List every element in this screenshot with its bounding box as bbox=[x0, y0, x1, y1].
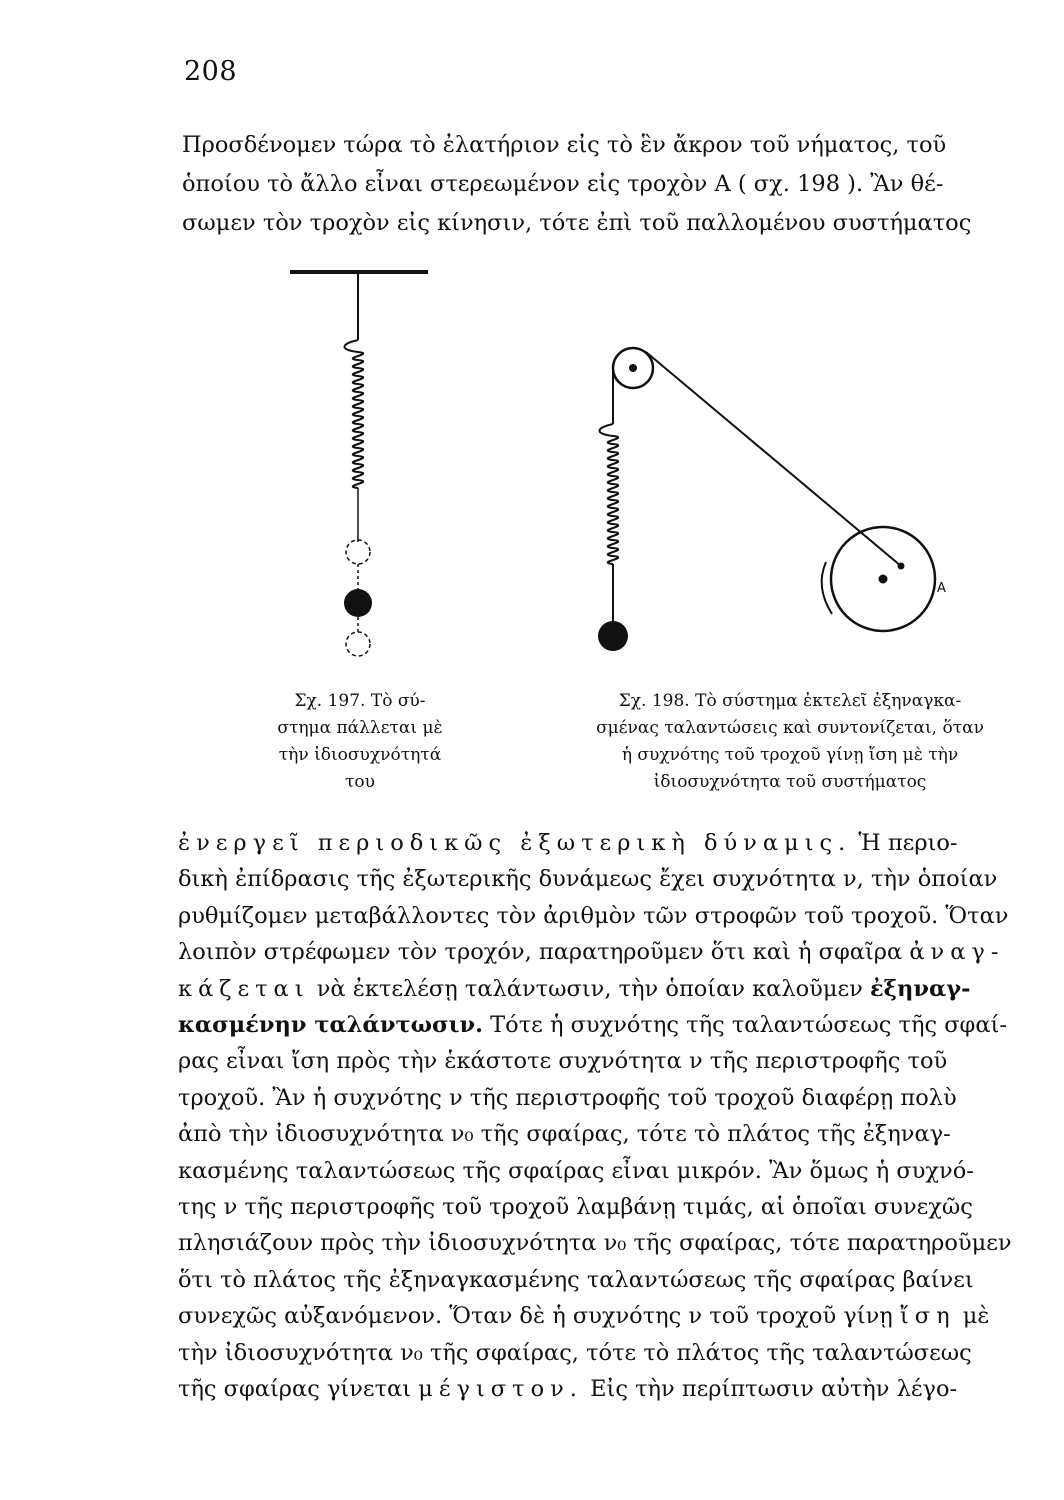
caption-line: τὴν ἰδιοσυχνότητά bbox=[278, 745, 442, 765]
figures-illustration bbox=[240, 262, 1000, 682]
caption-line: ἰδιοσυχνότητα τοῦ συστήματος bbox=[653, 772, 927, 792]
text-run: Τότε ἡ συχνότης τῆς ταλαντώσεως τῆς σφαί- bbox=[482, 1012, 1007, 1039]
belt-line-lower bbox=[653, 368, 890, 575]
body-line: τροχοῦ. Ἂν ἡ συχνότης ν τῆς περιστροφῆς τοῦ τροχοῦ διαφέρῃ πολὺ bbox=[178, 1084, 957, 1111]
body-line bbox=[178, 934, 1018, 970]
text-run: λοιπὸν στρέφωμεν τὸν τροχόν, παρατηροῦμεν ὅτι καὶ ἡ σφαῖρα bbox=[178, 939, 910, 966]
rotation-arrow bbox=[822, 562, 832, 614]
caption-line: Σχ. 198. Τὸ σύστημα ἐκτελεῖ ἐξηναγκα- bbox=[618, 691, 962, 711]
spaced-phrase: μέγιστον. bbox=[418, 1376, 583, 1403]
page-number: 208 bbox=[184, 56, 238, 87]
body-line: ρυθμίζομεν μεταβάλλοντες τὸν ἀριθμὸν τῶν στροφῶν τοῦ τροχοῦ. Ὅταν bbox=[178, 902, 1009, 929]
body-paragraph bbox=[178, 825, 1018, 1408]
body-line: τὴν ἰδιοσυχνότητα ν₀ τῆς σφαίρας, τότε τὸ πλάτος τῆς ταλαντώσεως bbox=[178, 1339, 972, 1366]
intro-paragraph bbox=[182, 126, 1018, 243]
ball-198 bbox=[598, 621, 628, 651]
wheel-axle bbox=[879, 575, 888, 584]
text-run: μὲ bbox=[955, 1303, 990, 1330]
belt-line bbox=[646, 352, 901, 566]
spaced-phrase: ἴση bbox=[899, 1303, 956, 1330]
bold-term: ἐξηναγ- bbox=[869, 975, 971, 1002]
caption-fig-197 bbox=[250, 688, 470, 796]
body-line bbox=[178, 971, 1018, 1007]
caption-line: του bbox=[345, 772, 375, 792]
spring-coil bbox=[345, 340, 364, 488]
wheel-label: A bbox=[937, 581, 946, 596]
text-run: τῆς σφαίρας γίνεται bbox=[178, 1376, 419, 1403]
caption-line: ἡ συχνότης τοῦ τροχοῦ γίνῃ ἴση μὲ τὴν bbox=[621, 745, 959, 765]
bold-term: κασμένην ταλάντωσιν. bbox=[178, 1012, 483, 1039]
text-run: Εἰς τὴν περίπτωσιν αὐτὴν λέγο- bbox=[582, 1376, 958, 1403]
body-line bbox=[178, 825, 1018, 861]
body-line bbox=[178, 1298, 1018, 1334]
text-run: συνεχῶς αὐξανόμενον. Ὅταν δὲ ἡ συχνότης ν τοῦ τροχοῦ γίνῃ bbox=[178, 1303, 900, 1330]
intro-line: ὁποίου τὸ ἄλλο εἶναι στερεωμένον εἰς τροχὸν Α ( σχ. 198 ). Ἂν θέ- bbox=[182, 171, 944, 197]
body-line: ρας εἶναι ἴση πρὸς τὴν ἑκάστοτε συχνότητα ν τῆς περιστροφῆς τοῦ bbox=[178, 1048, 948, 1075]
caption-line: σμένας ταλαντώσεις καὶ συντονίζεται, ὅταν bbox=[596, 718, 984, 738]
ghost-ball-lower bbox=[346, 632, 370, 656]
belt-anchor bbox=[898, 563, 905, 570]
body-line: πλησιάζουν πρὸς τὴν ἰδιοσυχνότητα ν₀ τῆς σφαίρας, τότε παρατηροῦμεν bbox=[178, 1230, 1012, 1257]
body-line: δικὴ ἐπίδρασις τῆς ἐξωτερικῆς δυνάμεως ἔχει συχνότητα ν, τὴν ὁποίαν bbox=[178, 866, 998, 893]
figure-197-pendulum bbox=[290, 272, 428, 656]
caption-line: στημα πάλλεται μὲ bbox=[277, 718, 443, 738]
pendulum-ball bbox=[344, 589, 372, 617]
caption-fig-198 bbox=[560, 688, 1020, 796]
body-line: ἀπὸ τὴν ἰδιοσυχνότητα ν₀ τῆς σφαίρας, τότε τὸ πλάτος τῆς ἐξηναγ- bbox=[178, 1121, 951, 1148]
spring-coil-198 bbox=[600, 424, 619, 564]
spaced-phrase: κάζεται bbox=[178, 975, 310, 1002]
body-line: ὅτι τὸ πλάτος τῆς ἐξηναγκασμένης ταλαντώσεως τῆς σφαίρας βαίνει bbox=[178, 1266, 974, 1293]
body-line bbox=[178, 1007, 1018, 1043]
pulley-axle bbox=[629, 364, 637, 372]
spaced-phrase: ἀναγ- bbox=[909, 939, 1005, 966]
intro-line: σωμεν τὸν τροχὸν εἰς κίνησιν, τότε ἐπὶ τοῦ παλλομένου συστήματος bbox=[182, 210, 972, 236]
body-line: της ν τῆς περιστροφῆς τοῦ τροχοῦ λαμβάνῃ τιμάς, αἱ ὁποῖαι συνεχῶς bbox=[178, 1194, 973, 1221]
caption-line: Σχ. 197. Τὸ σύ- bbox=[294, 691, 426, 711]
text-run: νὰ ἐκτελέσῃ ταλάντωσιν, τὴν ὁποίαν καλοῦμεν bbox=[309, 975, 870, 1002]
body-line: κασμένης ταλαντώσεως τῆς σφαίρας εἶναι μικρόν. Ἂν ὅμως ἡ συχνό- bbox=[178, 1157, 974, 1184]
text-run: Ἡ περιο- bbox=[851, 830, 958, 856]
body-line bbox=[178, 1371, 1018, 1407]
ghost-ball-upper bbox=[346, 540, 370, 564]
spaced-phrase: ἐνεργεῖ περιοδικῶς ἐξωτερικὴ δύναμις. bbox=[178, 830, 852, 856]
figure-198-pulley-system bbox=[598, 348, 946, 651]
intro-line: Προσδένομεν τώρα τὸ ἐλατήριον εἰς τὸ ἓν ἄκρον τοῦ νήματος, τοῦ bbox=[182, 132, 947, 158]
